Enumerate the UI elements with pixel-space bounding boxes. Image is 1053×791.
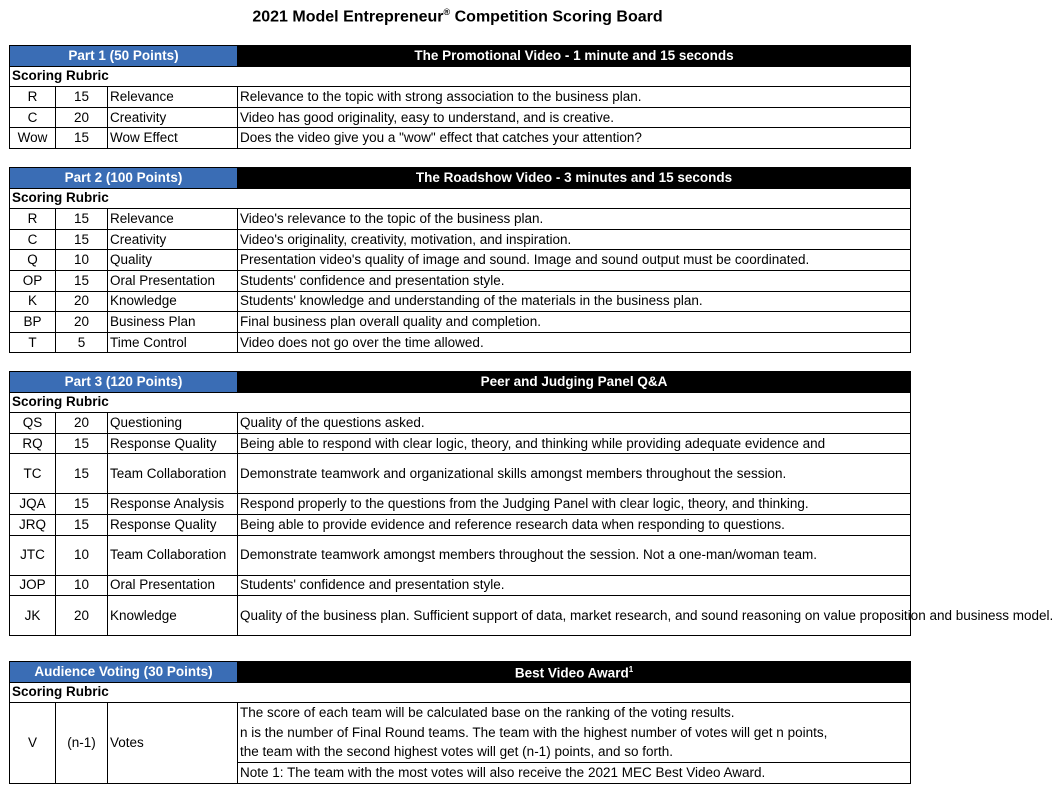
row-criterion: Creativity bbox=[108, 107, 238, 128]
part3-points-header: Part 3 (120 Points) bbox=[10, 372, 238, 393]
table-row bbox=[10, 433, 911, 454]
part4-points-header: Audience Voting (30 Points) bbox=[10, 662, 238, 683]
row-criterion: Creativity bbox=[108, 229, 238, 250]
row-criterion: Time Control bbox=[108, 332, 238, 353]
part1-header bbox=[10, 46, 911, 67]
row-description: Does the video give you a "wow" effect that catches your attention? bbox=[238, 128, 911, 149]
row-code: JTC bbox=[10, 535, 56, 575]
row-description: Students' knowledge and understanding of the materials in the business plan. bbox=[238, 291, 911, 312]
row-code: JRQ bbox=[10, 514, 56, 535]
row-code: R bbox=[10, 87, 56, 108]
row-description: Demonstrate teamwork amongst members throughout the session. Not a one-man/woman team. bbox=[238, 535, 911, 575]
row-points: 15 bbox=[56, 87, 108, 108]
table-row bbox=[10, 494, 911, 515]
part4-title-header bbox=[238, 662, 911, 683]
row-criterion: Oral Presentation bbox=[108, 575, 238, 596]
row-criterion: Quality bbox=[108, 250, 238, 271]
table-row bbox=[10, 107, 911, 128]
page-title bbox=[0, 2, 915, 27]
table-row bbox=[10, 250, 911, 271]
row-points: 15 bbox=[56, 494, 108, 515]
row-description: Video has good originality, easy to understand, and is creative. bbox=[238, 107, 911, 128]
table-row bbox=[10, 535, 911, 575]
table-row bbox=[10, 128, 911, 149]
part4-scoring-rubric: Scoring Rubric bbox=[10, 682, 911, 703]
part2-points-header: Part 2 (100 Points) bbox=[10, 168, 238, 189]
row-code: QS bbox=[10, 413, 56, 434]
row-criterion: Votes bbox=[108, 703, 238, 783]
row-criterion: Relevance bbox=[108, 87, 238, 108]
row-criterion: Knowledge bbox=[108, 596, 238, 636]
row-description: The score of each team will be calculated base on the ranking of the voting results. bbox=[238, 703, 911, 723]
row-code: K bbox=[10, 291, 56, 312]
part2-title-header: The Roadshow Video - 3 minutes and 15 seconds bbox=[238, 168, 911, 189]
row-points: 10 bbox=[56, 535, 108, 575]
table-row bbox=[10, 596, 911, 636]
row-description: Students' confidence and presentation style. bbox=[238, 270, 911, 291]
table-row bbox=[10, 413, 911, 434]
row-description-cont: n is the number of Final Round teams. The team with the highest number of votes will get n points, bbox=[238, 723, 911, 743]
part1-title-header: The Promotional Video - 1 minute and 15 seconds bbox=[238, 46, 911, 67]
row-description: Demonstrate teamwork and organizational skills amongst members throughout the session. bbox=[238, 454, 911, 494]
row-code: Wow bbox=[10, 128, 56, 149]
row-description: Quality of the questions asked. bbox=[238, 413, 911, 434]
row-code: C bbox=[10, 107, 56, 128]
row-code: JOP bbox=[10, 575, 56, 596]
row-points: 15 bbox=[56, 128, 108, 149]
title-main: 2021 Model Entrepreneur bbox=[252, 8, 444, 26]
row-points: 20 bbox=[56, 107, 108, 128]
row-criterion: Team Collaboration bbox=[108, 454, 238, 494]
row-code: V bbox=[10, 703, 56, 783]
row-code: JQA bbox=[10, 494, 56, 515]
row-code: RQ bbox=[10, 433, 56, 454]
table-row bbox=[10, 209, 911, 230]
table-row bbox=[10, 575, 911, 596]
row-points: 20 bbox=[56, 413, 108, 434]
table-row bbox=[10, 332, 911, 353]
footnote-marker: 1 bbox=[628, 665, 634, 675]
row-criterion: Questioning bbox=[108, 413, 238, 434]
table-row bbox=[10, 312, 911, 333]
part3-header bbox=[10, 372, 911, 393]
row-criterion: Business Plan bbox=[108, 312, 238, 333]
row-description-cont: the team with the second highest votes will get (n-1) points, and so forth. bbox=[238, 742, 911, 762]
row-points: 15 bbox=[56, 454, 108, 494]
row-description: Students' confidence and presentation style. bbox=[238, 575, 911, 596]
row-description: Final business plan overall quality and completion. bbox=[238, 312, 911, 333]
row-criterion: Oral Presentation bbox=[108, 270, 238, 291]
title-rest: Competition Scoring Board bbox=[450, 8, 663, 26]
table-row bbox=[10, 87, 911, 108]
row-code: JK bbox=[10, 596, 56, 636]
row-points: 20 bbox=[56, 312, 108, 333]
footnote-text: Note 1: The team with the most votes will also receive the 2021 MEC Best Video Award. bbox=[238, 762, 911, 783]
row-points: 15 bbox=[56, 229, 108, 250]
row-criterion: Wow Effect bbox=[108, 128, 238, 149]
row-description: Video's relevance to the topic of the business plan. bbox=[238, 209, 911, 230]
part4-header bbox=[10, 662, 911, 683]
row-points: 15 bbox=[56, 270, 108, 291]
row-description: Relevance to the topic with strong association to the business plan. bbox=[238, 87, 911, 108]
registered-mark: ® bbox=[443, 7, 451, 17]
part1-scoring-rubric: Scoring Rubric bbox=[10, 66, 911, 87]
row-description: Being able to respond with clear logic, theory, and thinking while providing adequate evidence and bbox=[238, 433, 911, 454]
part2-scoring-rubric: Scoring Rubric bbox=[10, 188, 911, 209]
row-points: 20 bbox=[56, 291, 108, 312]
row-code: TC bbox=[10, 454, 56, 494]
part3-scoring-rubric: Scoring Rubric bbox=[10, 392, 911, 413]
table-row bbox=[10, 270, 911, 291]
table-row bbox=[10, 291, 911, 312]
table-row bbox=[10, 229, 911, 250]
part1-table bbox=[9, 45, 911, 149]
row-description: Respond properly to the questions from the Judging Panel with clear logic, theory, and thinking. bbox=[238, 494, 911, 515]
row-description: Being able to provide evidence and reference research data when responding to questions. bbox=[238, 514, 911, 535]
row-criterion: Knowledge bbox=[108, 291, 238, 312]
row-code: R bbox=[10, 209, 56, 230]
row-points: (n-1) bbox=[56, 703, 108, 783]
row-points: 15 bbox=[56, 433, 108, 454]
row-code: C bbox=[10, 229, 56, 250]
row-description: Presentation video's quality of image and sound. Image and sound output must be coordinated. bbox=[238, 250, 911, 271]
row-code: Q bbox=[10, 250, 56, 271]
part2-table bbox=[9, 167, 911, 353]
row-code: OP bbox=[10, 270, 56, 291]
part3-title-header: Peer and Judging Panel Q&A bbox=[238, 372, 911, 393]
row-description: Quality of the business plan. Sufficient support of data, market research, and sound reasoning on value proposition and business model. bbox=[238, 596, 911, 636]
table-row bbox=[10, 514, 911, 535]
row-criterion: Response Quality bbox=[108, 514, 238, 535]
row-code: T bbox=[10, 332, 56, 353]
row-points: 15 bbox=[56, 209, 108, 230]
part1-points-header: Part 1 (50 Points) bbox=[10, 46, 238, 67]
table-row bbox=[10, 454, 911, 494]
row-points: 10 bbox=[56, 575, 108, 596]
part4-table bbox=[9, 661, 911, 784]
row-criterion: Relevance bbox=[108, 209, 238, 230]
row-points: 15 bbox=[56, 514, 108, 535]
row-points: 20 bbox=[56, 596, 108, 636]
row-criterion: Team Collaboration bbox=[108, 535, 238, 575]
row-code: BP bbox=[10, 312, 56, 333]
part4-title-text: Best Video Award bbox=[514, 665, 629, 681]
table-row bbox=[10, 703, 911, 723]
part3-table bbox=[9, 371, 1053, 636]
row-points: 5 bbox=[56, 332, 108, 353]
row-criterion: Response Analysis bbox=[108, 494, 238, 515]
row-description: Video does not go over the time allowed. bbox=[238, 332, 911, 353]
row-points: 10 bbox=[56, 250, 108, 271]
row-description: Video's originality, creativity, motivation, and inspiration. bbox=[238, 229, 911, 250]
part2-header bbox=[10, 168, 911, 189]
row-criterion: Response Quality bbox=[108, 433, 238, 454]
